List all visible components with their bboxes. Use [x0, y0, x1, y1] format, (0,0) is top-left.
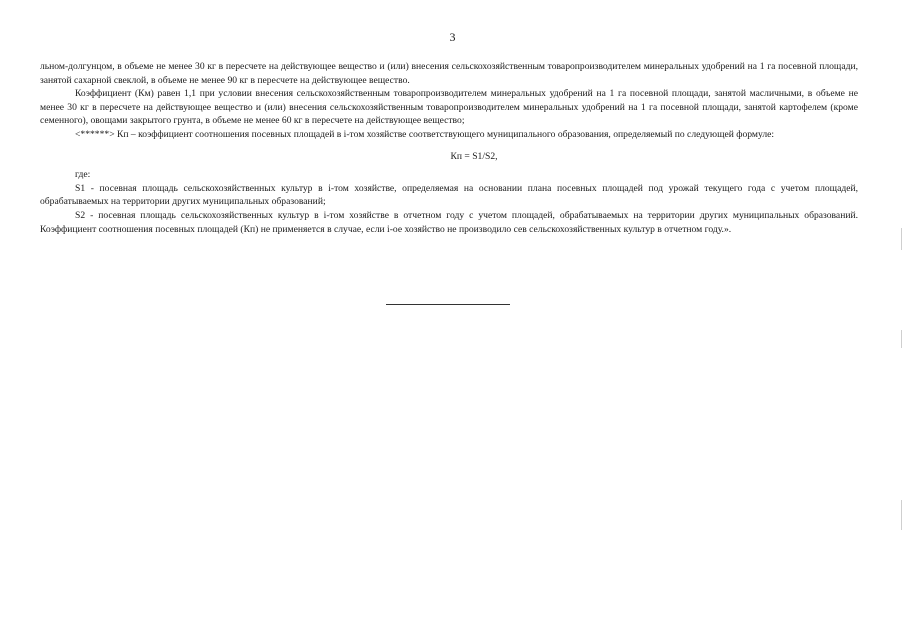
scan-edge-mark [901, 228, 902, 250]
paragraph-kp-definition: <******> Кп – коэффициент соотношения посевных площадей в i-том хозяйстве соответствующего муниципального образования, определяемый по следующей формуле: [75, 128, 775, 140]
formula: Кп = S1/S2, [450, 150, 498, 162]
paragraph-s1-definition: S1 - посевная площадь сельскохозяйственных культур в i-том хозяйстве, определяемая на основании плана посевных площадей под урожай текущего года с учетом площадей, обрабатываемых на территории других муниципальных образований; [40, 182, 858, 208]
paragraph-km-coefficient: Коэффициент (Км) равен 1,1 при условии внесения сельскохозяйственным товаропроизводителем минеральных удобрений на 1 га посевной площади, занятой масличными, в объеме не менее 30 кг в пересчете на действующее вещество и (или) внесения сельскохозяйственным товаропроизводителем минеральных удобрений на 1 га посевной площади, занятой картофелем (кроме семенного), овощами закрытого грунта, в объеме не менее 60 кг в пересчете на действующее вещество; [40, 88, 858, 127]
scan-edge-mark [901, 330, 902, 348]
where-label: где: [75, 169, 91, 181]
paragraph-continuation: льном-долгунцом, в объеме не менее 30 кг в пересчете на действующее вещество и (или) внесения сельскохозяйственным товаропроизводителем минеральных удобрений на 1 га посевной площади, занятой сахарной свеклой, в объеме не менее 90 кг в пересчете на действующее вещество. [40, 61, 858, 86]
paragraph-s2-definition: S2 - посевная площадь сельскохозяйственных культур в i-том хозяйстве в отчетном году с учетом площадей, обрабатываемых на территории других муниципальных образований. Коэффициент соотношения посевных площадей (Кп) не применяется в случае, если i-ое хозяйство не производило сев сельскохозяйственных культур в отчетном году.». [40, 209, 858, 235]
scan-edge-mark [901, 500, 902, 530]
document-body [40, 60, 858, 236]
page-number: 3 [449, 30, 456, 44]
footer-rule [386, 304, 510, 305]
